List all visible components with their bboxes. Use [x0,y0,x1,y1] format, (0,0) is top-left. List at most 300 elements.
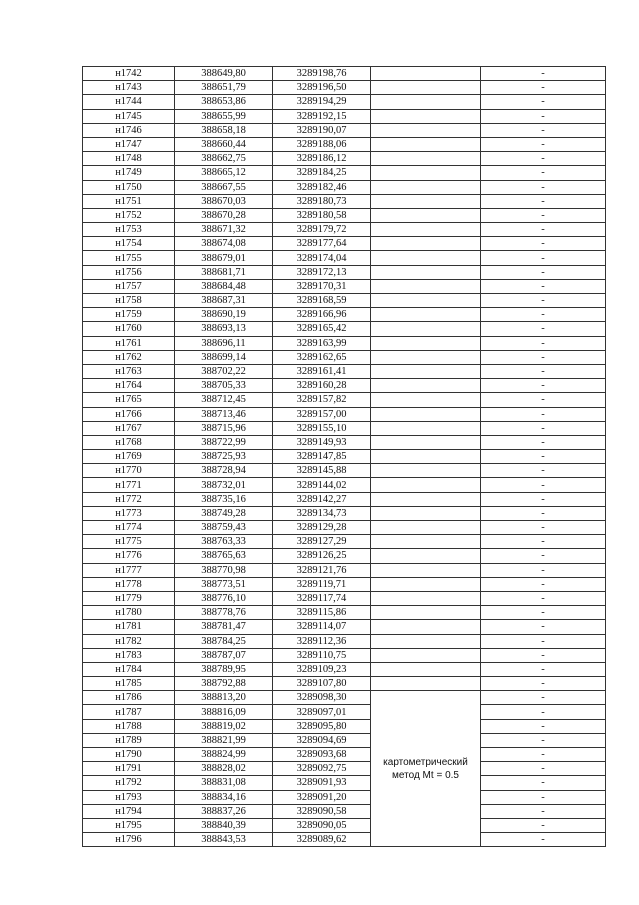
table-row [83,223,606,237]
x-coordinate-cell: 388776,10 [175,591,273,605]
table-row [83,748,606,762]
method-cell-empty [371,152,481,166]
y-coordinate-cell: 3289149,93 [273,435,371,449]
table-row [83,833,606,847]
method-cell-empty [371,634,481,648]
y-coordinate-cell: 3289162,65 [273,350,371,364]
method-cell-empty [371,265,481,279]
table-row [83,237,606,251]
point-number-cell: н1777 [83,563,175,577]
point-number-cell: н1795 [83,818,175,832]
note-cell: - [481,407,606,421]
table-row [83,577,606,591]
x-coordinate-cell: 388687,31 [175,294,273,308]
y-coordinate-cell: 3289155,10 [273,421,371,435]
note-cell: - [481,152,606,166]
y-coordinate-cell: 3289196,50 [273,81,371,95]
point-number-cell: н1763 [83,364,175,378]
x-coordinate-cell: 388690,19 [175,308,273,322]
note-cell: - [481,180,606,194]
note-cell: - [481,223,606,237]
x-coordinate-cell: 388696,11 [175,336,273,350]
note-cell: - [481,166,606,180]
table-row [83,123,606,137]
point-number-cell: н1781 [83,620,175,634]
x-coordinate-cell: 388770,98 [175,563,273,577]
table-row [83,506,606,520]
table-row [83,393,606,407]
table-row [83,804,606,818]
method-cell-empty [371,208,481,222]
x-coordinate-cell: 388713,46 [175,407,273,421]
method-cell-empty [371,322,481,336]
note-cell: - [481,379,606,393]
point-number-cell: н1775 [83,535,175,549]
y-coordinate-cell: 3289107,80 [273,677,371,691]
method-cell-empty [371,67,481,81]
note-cell: - [481,464,606,478]
method-line-2: метод Mt = 0.5 [392,769,459,781]
point-number-cell: н1753 [83,223,175,237]
method-cell-empty [371,450,481,464]
y-coordinate-cell: 3289188,06 [273,137,371,151]
y-coordinate-cell: 3289172,13 [273,265,371,279]
point-number-cell: н1784 [83,662,175,676]
x-coordinate-cell: 388699,14 [175,350,273,364]
note-cell: - [481,435,606,449]
note-cell: - [481,818,606,832]
method-cell-empty [371,166,481,180]
y-coordinate-cell: 3289194,29 [273,95,371,109]
y-coordinate-cell: 3289093,68 [273,748,371,762]
x-coordinate-cell: 388735,16 [175,492,273,506]
y-coordinate-cell: 3289165,42 [273,322,371,336]
y-coordinate-cell: 3289179,72 [273,223,371,237]
x-coordinate-cell: 388671,32 [175,223,273,237]
y-coordinate-cell: 3289190,07 [273,123,371,137]
method-cell-empty [371,407,481,421]
point-number-cell: н1758 [83,294,175,308]
y-coordinate-cell: 3289109,23 [273,662,371,676]
point-number-cell: н1757 [83,279,175,293]
method-cell-empty [371,294,481,308]
method-cell-empty [371,237,481,251]
table-row [83,634,606,648]
method-cell-empty [371,194,481,208]
table-row [83,208,606,222]
point-number-cell: н1780 [83,606,175,620]
y-coordinate-cell: 3289161,41 [273,364,371,378]
point-number-cell: н1761 [83,336,175,350]
y-coordinate-cell: 3289163,99 [273,336,371,350]
point-number-cell: н1743 [83,81,175,95]
note-cell: - [481,648,606,662]
x-coordinate-cell: 388831,08 [175,776,273,790]
x-coordinate-cell: 388732,01 [175,478,273,492]
y-coordinate-cell: 3289129,28 [273,521,371,535]
x-coordinate-cell: 388693,13 [175,322,273,336]
y-coordinate-cell: 3289110,75 [273,648,371,662]
table-row [83,606,606,620]
method-cell-empty [371,95,481,109]
y-coordinate-cell: 3289182,46 [273,180,371,194]
note-cell: - [481,762,606,776]
point-number-cell: н1792 [83,776,175,790]
table-row [83,95,606,109]
y-coordinate-cell: 3289198,76 [273,67,371,81]
x-coordinate-cell: 388789,95 [175,662,273,676]
x-coordinate-cell: 388828,02 [175,762,273,776]
x-coordinate-cell: 388792,88 [175,677,273,691]
point-number-cell: н1754 [83,237,175,251]
point-number-cell: н1774 [83,521,175,535]
note-cell: - [481,137,606,151]
y-coordinate-cell: 3289157,82 [273,393,371,407]
table-row [83,152,606,166]
y-coordinate-cell: 3289090,58 [273,804,371,818]
table-row [83,818,606,832]
table-row [83,180,606,194]
table-row [83,322,606,336]
x-coordinate-cell: 388843,53 [175,833,273,847]
y-coordinate-cell: 3289121,76 [273,563,371,577]
x-coordinate-cell: 388649,80 [175,67,273,81]
y-coordinate-cell: 3289180,73 [273,194,371,208]
table-row [83,478,606,492]
y-coordinate-cell: 3289091,93 [273,776,371,790]
method-cell-empty [371,123,481,137]
x-coordinate-cell: 388667,55 [175,180,273,194]
x-coordinate-cell: 388837,26 [175,804,273,818]
point-number-cell: н1787 [83,705,175,719]
table-row [83,109,606,123]
x-coordinate-cell: 388773,51 [175,577,273,591]
method-line-1: картометрический [383,756,468,768]
x-coordinate-cell: 388834,16 [175,790,273,804]
note-cell: - [481,67,606,81]
table-row [83,265,606,279]
table-row [83,251,606,265]
method-cell-empty [371,464,481,478]
note-cell: - [481,634,606,648]
x-coordinate-cell: 388840,39 [175,818,273,832]
x-coordinate-cell: 388702,22 [175,364,273,378]
table-row [83,279,606,293]
table-row [83,81,606,95]
x-coordinate-cell: 388722,99 [175,435,273,449]
table-row [83,719,606,733]
note-cell: - [481,350,606,364]
point-number-cell: н1745 [83,109,175,123]
point-number-cell: н1789 [83,733,175,747]
note-cell: - [481,790,606,804]
coordinates-table-body [83,67,606,847]
y-coordinate-cell: 3289127,29 [273,535,371,549]
y-coordinate-cell: 3289090,05 [273,818,371,832]
method-cell-empty [371,379,481,393]
y-coordinate-cell: 3289126,25 [273,549,371,563]
point-number-cell: н1760 [83,322,175,336]
point-number-cell: н1759 [83,308,175,322]
table-row [83,705,606,719]
point-number-cell: н1747 [83,137,175,151]
method-cell-empty [371,591,481,605]
table-row [83,648,606,662]
x-coordinate-cell: 388679,01 [175,251,273,265]
table-row [83,762,606,776]
x-coordinate-cell: 388655,99 [175,109,273,123]
point-number-cell: н1776 [83,549,175,563]
table-row [83,677,606,691]
point-number-cell: н1786 [83,691,175,705]
y-coordinate-cell: 3289094,69 [273,733,371,747]
method-cell-empty [371,223,481,237]
table-row [83,407,606,421]
y-coordinate-cell: 3289097,01 [273,705,371,719]
table-row [83,435,606,449]
x-coordinate-cell: 388725,93 [175,450,273,464]
x-coordinate-cell: 388819,02 [175,719,273,733]
note-cell: - [481,208,606,222]
x-coordinate-cell: 388712,45 [175,393,273,407]
note-cell: - [481,478,606,492]
x-coordinate-cell: 388705,33 [175,379,273,393]
point-number-cell: н1765 [83,393,175,407]
table-row [83,194,606,208]
point-number-cell: н1764 [83,379,175,393]
note-cell: - [481,393,606,407]
note-cell: - [481,364,606,378]
method-cell-empty [371,81,481,95]
x-coordinate-cell: 388784,25 [175,634,273,648]
method-cell-empty [371,549,481,563]
x-coordinate-cell: 388816,09 [175,705,273,719]
note-cell: - [481,109,606,123]
note-cell: - [481,279,606,293]
note-cell: - [481,776,606,790]
note-cell: - [481,421,606,435]
table-row [83,662,606,676]
point-number-cell: н1778 [83,577,175,591]
note-cell: - [481,308,606,322]
method-cell-empty [371,279,481,293]
table-row [83,464,606,478]
method-cell-empty [371,492,481,506]
table-row [83,364,606,378]
note-cell: - [481,336,606,350]
x-coordinate-cell: 388813,20 [175,691,273,705]
y-coordinate-cell: 3289134,73 [273,506,371,520]
table-row [83,137,606,151]
y-coordinate-cell: 3289160,28 [273,379,371,393]
x-coordinate-cell: 388763,33 [175,535,273,549]
y-coordinate-cell: 3289119,71 [273,577,371,591]
note-cell: - [481,804,606,818]
x-coordinate-cell: 388681,71 [175,265,273,279]
note-cell: - [481,591,606,605]
note-cell: - [481,506,606,520]
x-coordinate-cell: 388778,76 [175,606,273,620]
point-number-cell: н1752 [83,208,175,222]
note-cell: - [481,620,606,634]
x-coordinate-cell: 388684,48 [175,279,273,293]
note-cell: - [481,123,606,137]
table-row [83,67,606,81]
y-coordinate-cell: 3289174,04 [273,251,371,265]
table-row [83,336,606,350]
method-cell-empty [371,535,481,549]
y-coordinate-cell: 3289184,25 [273,166,371,180]
table-row [83,350,606,364]
y-coordinate-cell: 3289180,58 [273,208,371,222]
note-cell: - [481,265,606,279]
x-coordinate-cell: 388781,47 [175,620,273,634]
point-number-cell: н1742 [83,67,175,81]
table-row [83,620,606,634]
table-row [83,591,606,605]
x-coordinate-cell: 388660,44 [175,137,273,151]
x-coordinate-cell: 388765,63 [175,549,273,563]
y-coordinate-cell: 3289112,36 [273,634,371,648]
x-coordinate-cell: 388662,75 [175,152,273,166]
table-row [83,379,606,393]
point-number-cell: н1773 [83,506,175,520]
y-coordinate-cell: 3289098,30 [273,691,371,705]
method-cell-empty [371,521,481,535]
method-cell-empty [371,421,481,435]
point-number-cell: н1791 [83,762,175,776]
note-cell: - [481,748,606,762]
point-number-cell: н1749 [83,166,175,180]
method-cell-empty [371,577,481,591]
point-number-cell: н1746 [83,123,175,137]
note-cell: - [481,322,606,336]
y-coordinate-cell: 3289142,27 [273,492,371,506]
point-number-cell: н1751 [83,194,175,208]
point-number-cell: н1796 [83,833,175,847]
point-number-cell: н1772 [83,492,175,506]
x-coordinate-cell: 388651,79 [175,81,273,95]
y-coordinate-cell: 3289186,12 [273,152,371,166]
table-row [83,691,606,705]
note-cell: - [481,549,606,563]
point-number-cell: н1770 [83,464,175,478]
point-number-cell: н1793 [83,790,175,804]
table-row [83,790,606,804]
note-cell: - [481,691,606,705]
method-cell-empty [371,364,481,378]
note-cell: - [481,705,606,719]
point-number-cell: н1755 [83,251,175,265]
x-coordinate-cell: 388653,86 [175,95,273,109]
table-row [83,733,606,747]
point-number-cell: н1767 [83,421,175,435]
method-cell-empty [371,251,481,265]
y-coordinate-cell: 3289117,74 [273,591,371,605]
note-cell: - [481,563,606,577]
note-cell: - [481,662,606,676]
x-coordinate-cell: 388728,94 [175,464,273,478]
x-coordinate-cell: 388759,43 [175,521,273,535]
note-cell: - [481,450,606,464]
table-row [83,450,606,464]
note-cell: - [481,81,606,95]
y-coordinate-cell: 3289170,31 [273,279,371,293]
method-cell-empty [371,180,481,194]
note-cell: - [481,294,606,308]
note-cell: - [481,677,606,691]
point-number-cell: н1782 [83,634,175,648]
point-number-cell: н1785 [83,677,175,691]
point-number-cell: н1769 [83,450,175,464]
x-coordinate-cell: 388658,18 [175,123,273,137]
note-cell: - [481,95,606,109]
note-cell: - [481,606,606,620]
y-coordinate-cell: 3289092,75 [273,762,371,776]
table-row [83,521,606,535]
note-cell: - [481,237,606,251]
method-cell-empty [371,506,481,520]
y-coordinate-cell: 3289157,00 [273,407,371,421]
point-number-cell: н1750 [83,180,175,194]
point-number-cell: н1748 [83,152,175,166]
y-coordinate-cell: 3289147,85 [273,450,371,464]
table-row [83,563,606,577]
x-coordinate-cell: 388674,08 [175,237,273,251]
table-row [83,421,606,435]
x-coordinate-cell: 388665,12 [175,166,273,180]
table-row [83,776,606,790]
table-row [83,535,606,549]
method-cell-empty [371,435,481,449]
note-cell: - [481,194,606,208]
note-cell: - [481,492,606,506]
method-cell-empty [371,677,481,691]
point-number-cell: н1762 [83,350,175,364]
method-cell-empty [371,648,481,662]
table-row [83,166,606,180]
x-coordinate-cell: 388715,96 [175,421,273,435]
point-number-cell: н1756 [83,265,175,279]
y-coordinate-cell: 3289095,80 [273,719,371,733]
point-number-cell: н1771 [83,478,175,492]
x-coordinate-cell: 388670,03 [175,194,273,208]
table-row [83,549,606,563]
method-cell-empty [371,393,481,407]
y-coordinate-cell: 3289144,02 [273,478,371,492]
method-cell-empty [371,137,481,151]
method-cell-empty [371,109,481,123]
method-cell-empty [371,308,481,322]
table-row [83,294,606,308]
x-coordinate-cell: 388824,99 [175,748,273,762]
point-number-cell: н1783 [83,648,175,662]
y-coordinate-cell: 3289166,96 [273,308,371,322]
coordinates-table [82,66,606,847]
method-cell-empty [371,563,481,577]
method-cell-empty [371,620,481,634]
note-cell: - [481,719,606,733]
y-coordinate-cell: 3289091,20 [273,790,371,804]
note-cell: - [481,833,606,847]
x-coordinate-cell: 388749,28 [175,506,273,520]
method-cell-empty [371,662,481,676]
y-coordinate-cell: 3289089,62 [273,833,371,847]
point-number-cell: н1790 [83,748,175,762]
point-number-cell: н1788 [83,719,175,733]
method-cell [371,691,481,847]
method-cell-empty [371,606,481,620]
